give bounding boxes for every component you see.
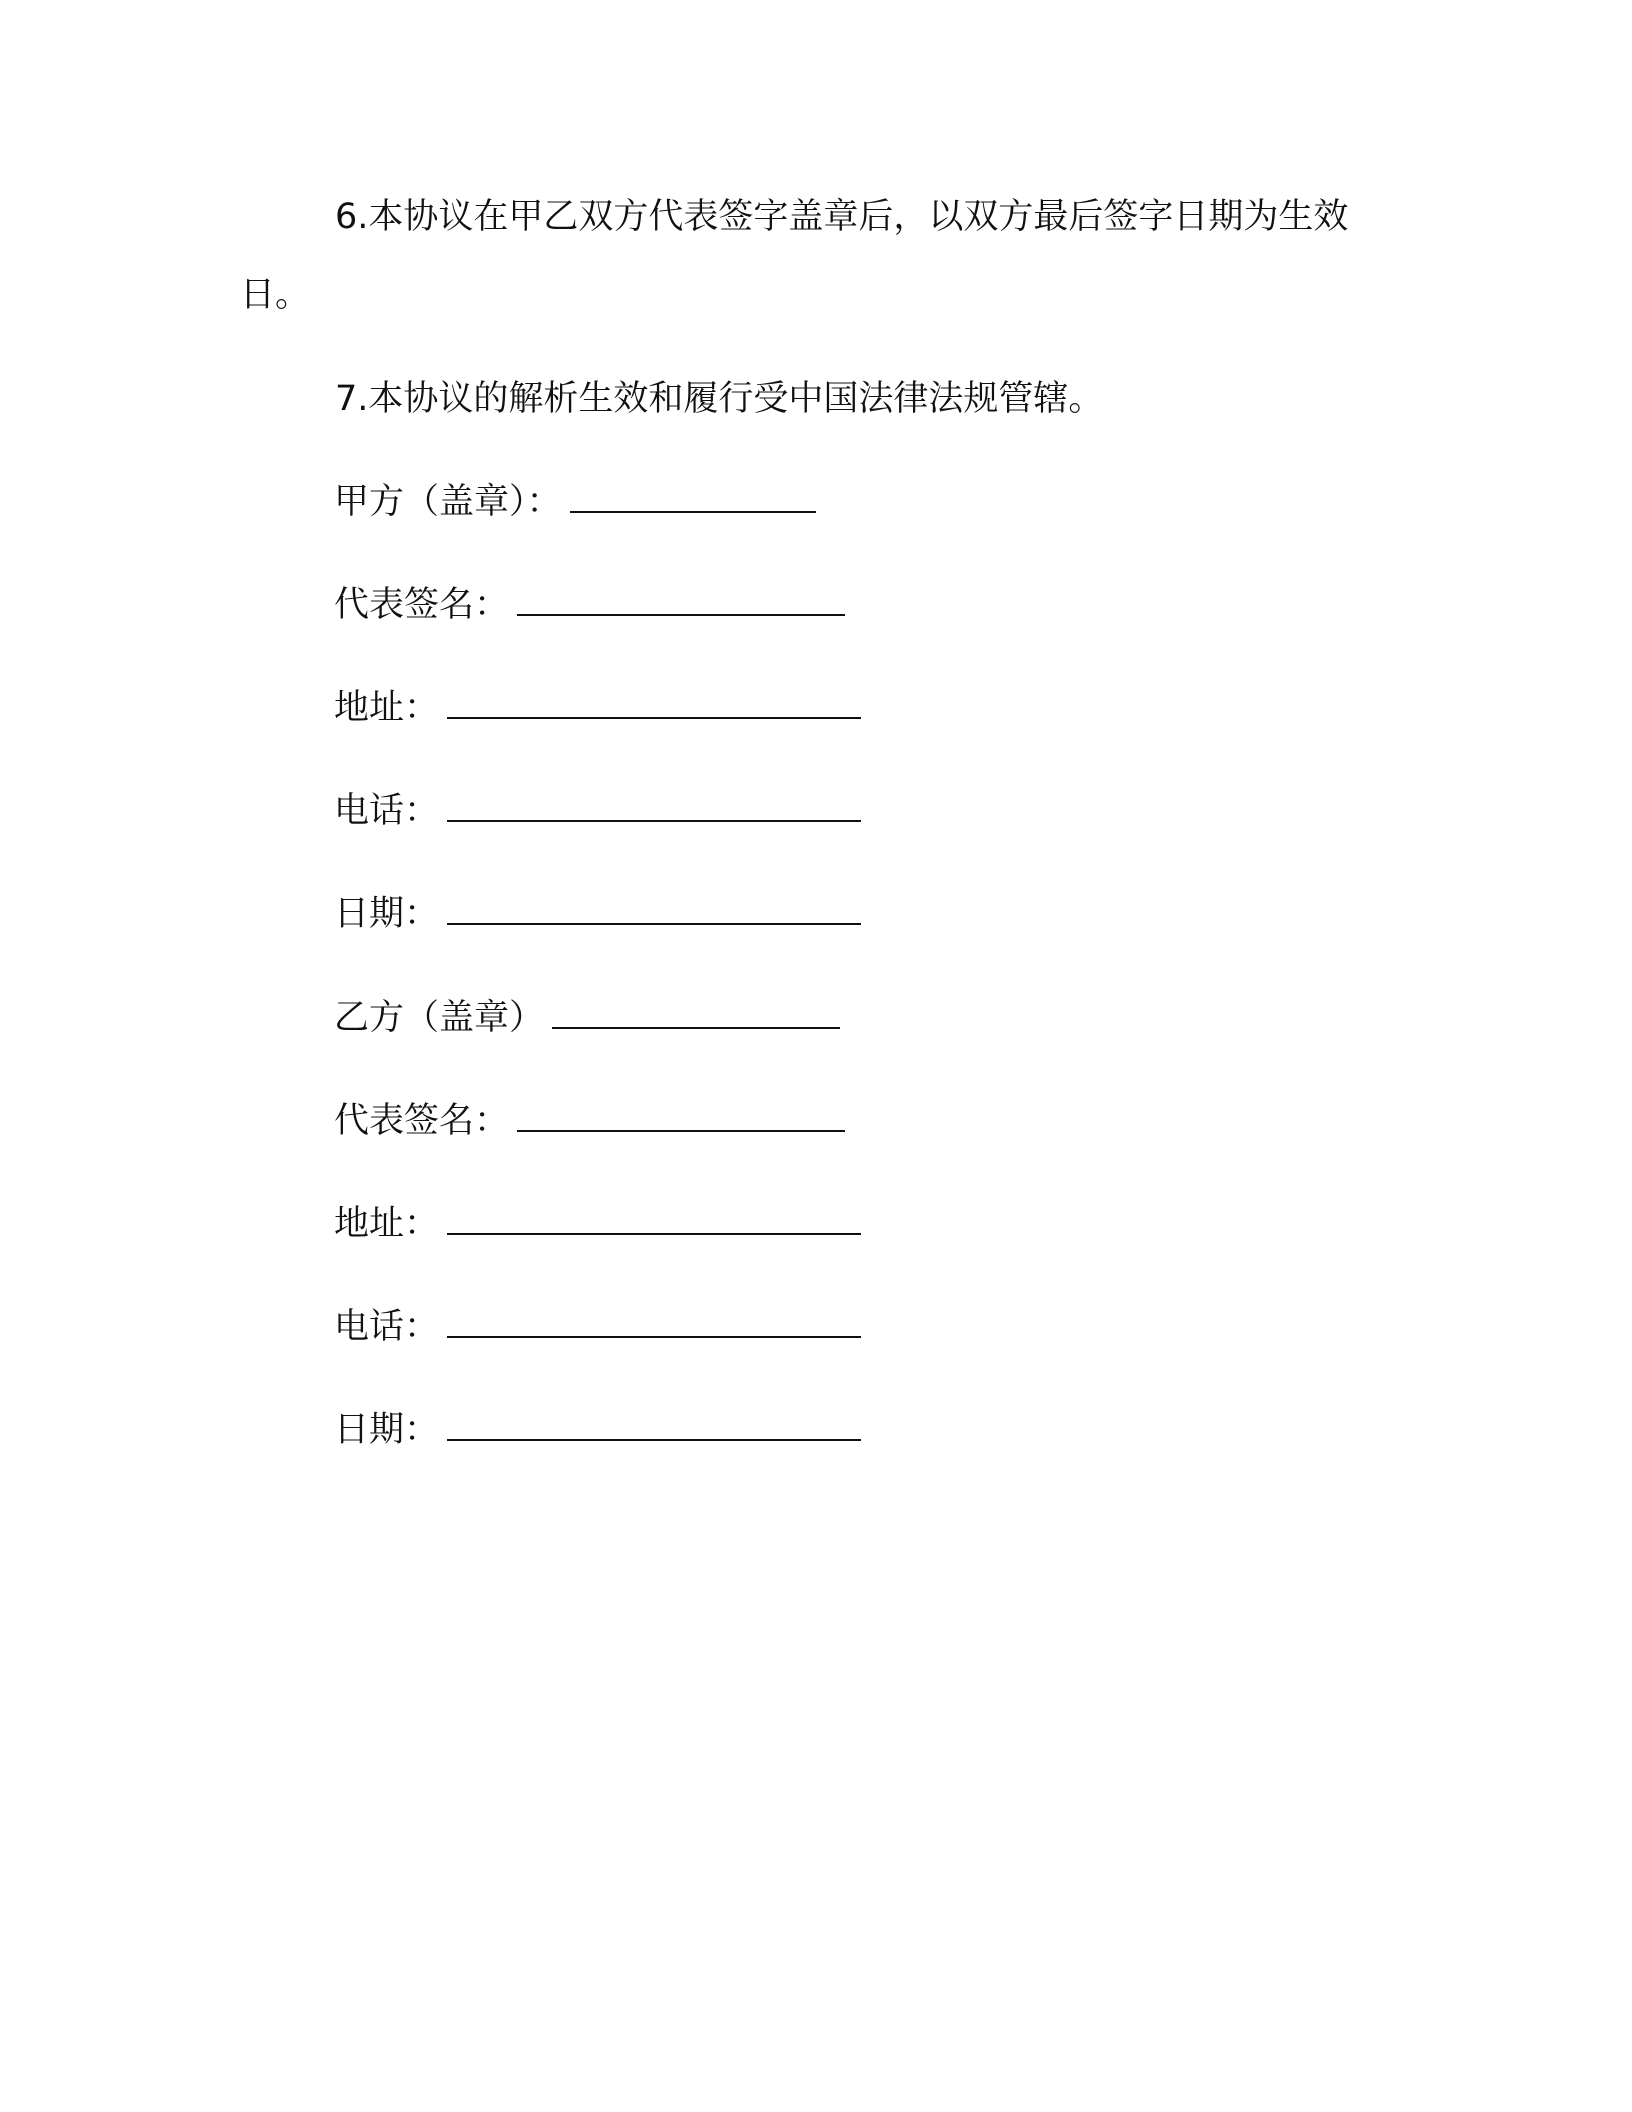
party-b-seal-field: [334, 990, 840, 1044]
party-a-rep-field: [334, 577, 845, 631]
party-a-phone-field: [334, 783, 861, 837]
party-b-date-field: [334, 1402, 861, 1456]
party-b-seal-blank[interactable]: [552, 990, 840, 1029]
party-b-seal-label: 乙方（盖章）: [334, 997, 545, 1038]
party-b-date-label: 日期：: [334, 1409, 440, 1450]
party-a-date-blank[interactable]: [447, 886, 861, 925]
clause-7: 7.本协议的解析生效和履行受中国法律法规管辖。: [335, 379, 1104, 419]
party-b-phone-blank[interactable]: [447, 1299, 861, 1338]
party-b-phone-field: [334, 1299, 861, 1353]
party-a-date-label: 日期：: [334, 893, 440, 934]
party-a-phone-blank[interactable]: [447, 783, 861, 822]
party-a-address-label: 地址：: [334, 687, 440, 728]
party-b-rep-label: 代表签名：: [334, 1100, 510, 1141]
party-a-seal-label: 甲方（盖章）：: [334, 481, 562, 522]
party-b-address-field: [334, 1196, 861, 1250]
party-a-seal-blank[interactable]: [570, 474, 816, 513]
party-a-date-field: [334, 886, 861, 940]
party-b-rep-field: [334, 1093, 845, 1147]
party-a-address-field: [334, 680, 861, 734]
party-b-date-blank[interactable]: [447, 1402, 861, 1441]
party-a-rep-label: 代表签名：: [334, 584, 510, 625]
party-a-address-blank[interactable]: [447, 680, 861, 719]
party-b-address-label: 地址：: [334, 1203, 440, 1244]
party-a-rep-blank[interactable]: [517, 577, 845, 616]
party-a-seal-field: [334, 474, 816, 528]
party-b-phone-label: 电话：: [334, 1306, 440, 1347]
party-b-address-blank[interactable]: [447, 1196, 861, 1235]
party-a-phone-label: 电话：: [334, 790, 440, 831]
clause-6: 6.本协议在甲乙双方代表签字盖章后，以双方最后签字日期为生效日。: [240, 197, 1349, 315]
party-b-rep-blank[interactable]: [517, 1093, 845, 1132]
